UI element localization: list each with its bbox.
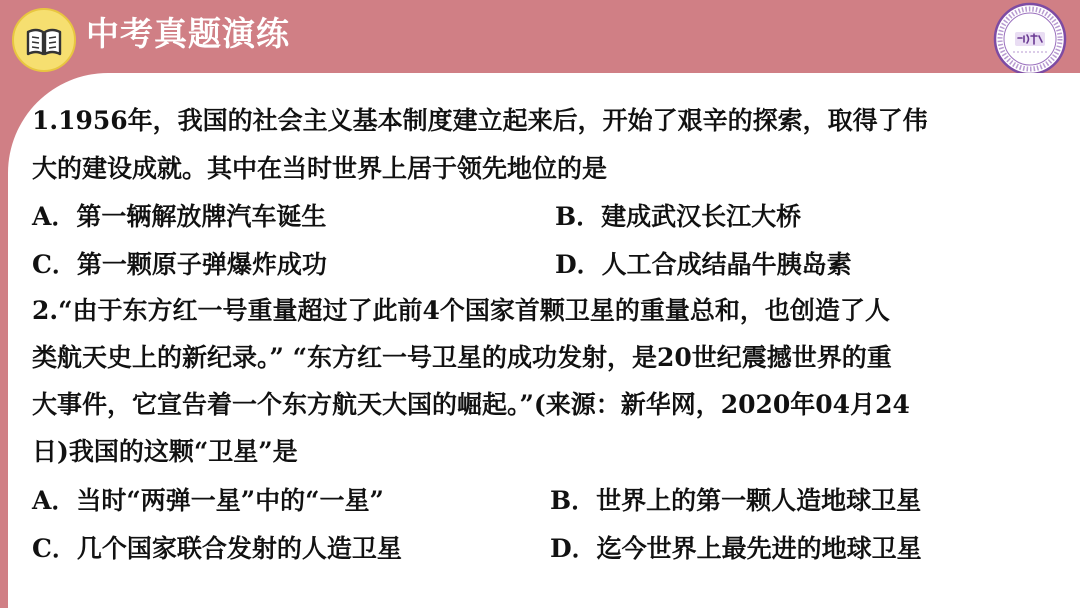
page-title: 中考真题演练 <box>86 14 290 53</box>
question-2-option-c: C．几个国家联合发射的人造卫星 <box>32 534 402 563</box>
book-icon <box>12 8 76 72</box>
question-2-option-d: D．迄今世界上最先进的地球卫星 <box>550 534 922 563</box>
question-1-option-c: C．第一颗原子弹爆炸成功 <box>32 250 327 279</box>
question-1-stem-line-2: 大的建设成就。其中在当时世界上居于领先地位的是 <box>32 154 608 183</box>
question-1-option-d: D．人工合成结晶牛胰岛素 <box>555 250 852 279</box>
question-2-stem-line-1: 2.“由于东方红一号重量超过了此前4个国家首颗卫星的重量总和，也创造了人 <box>32 296 890 325</box>
question-2-option-b: B．世界上的第一颗人造地球卫星 <box>550 486 922 515</box>
question-1-option-a: A．第一辆解放牌汽车诞生 <box>32 202 327 231</box>
question-2-stem-line-2: 类航天史上的新纪录。” “东方红一号卫星的成功发射，是20世纪震撼世界的重 <box>32 343 892 372</box>
question-2-stem-line-3: 大事件，它宣告着一个东方航天大国的崛起。”(来源：新华网，2020年04月24 <box>32 390 910 419</box>
question-2-stem-line-4: 日)我国的这颗“卫星”是 <box>32 437 298 466</box>
question-1-stem-line-1: 1.1956年，我国的社会主义基本制度建立起来后，开始了艰辛的探索，取得了伟 <box>32 106 928 135</box>
question-1-option-b: B．建成武汉长江大桥 <box>555 202 802 231</box>
question-2-option-a: A．当时“两弹一星”中的“一星” <box>32 486 384 515</box>
header-bar <box>0 0 1080 80</box>
school-seal-icon <box>993 2 1067 76</box>
